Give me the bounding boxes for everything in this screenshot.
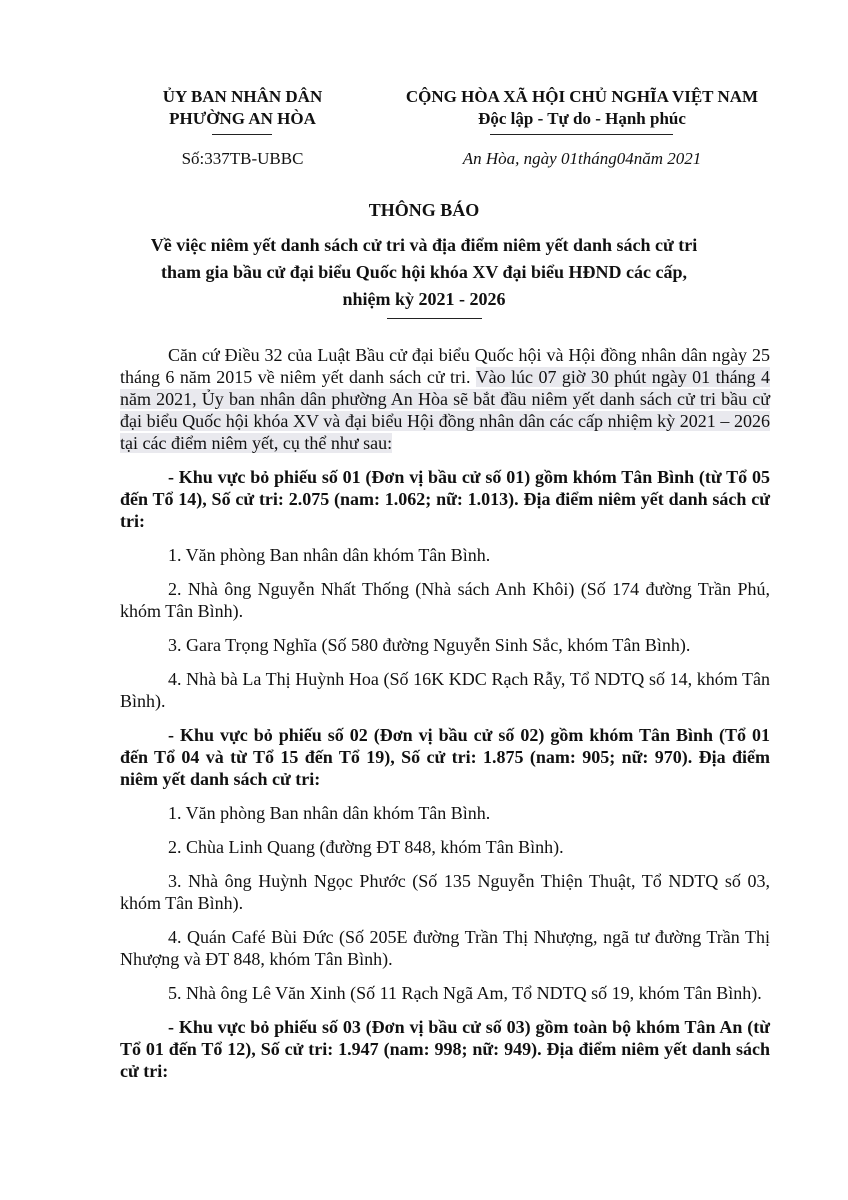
document-number: Số:337TB-UBBC [181,149,304,168]
list-item: 4. Quán Café Bùi Đức (Số 205E đường Trần Thị Nhượng, ngã tư đường Trần Thị Nhượng và ĐT 848, khóm Tân Bình). [120,927,770,969]
section-heading-3: - Khu vực bỏ phiếu số 03 (Đơn vị bầu cử số 03) gồm toàn bộ khóm Tân An (từ Tổ 01 đến Tổ 12), Số cử tri: 1.947 (nam: 998; nữ: 949). Địa điểm niêm yết danh sách cử tri: [120,1017,770,1081]
intro-paragraph [120,344,770,454]
issuing-org [130,86,355,130]
motto-underline [490,134,673,135]
subtitle-line-1: Về việc niêm yết danh sách cử tri và địa điểm niêm yết danh sách cử tri [150,235,698,255]
national-title [372,86,792,130]
nation-line-1: CỘNG HÒA XÃ HỘI CHỦ NGHĨA VIỆT NAM [405,87,759,106]
date-mid: tháng [577,149,617,168]
list-item: 2. Chùa Linh Quang (đường ĐT 848, khóm Tân Bình). [168,837,564,857]
subtitle-line-2: tham gia bầu cử đại biểu Quốc hội khóa XV đại biểu HĐND các cấp, [160,262,688,282]
list-item: 4. Nhà bà La Thị Huỳnh Hoa (Số 16K KDC Rạch Rẫy, Tổ NDTQ số 14, khóm Tân Bình). [120,669,770,711]
date-month: 04 [616,149,634,168]
subtitle-line-3: nhiệm kỳ 2021 - 2026 [342,289,506,309]
date-prefix: An Hòa, ngày [462,149,561,168]
list-item: 1. Văn phòng Ban nhân dân khóm Tân Bình. [168,545,491,565]
title-underline [387,318,482,319]
notice-title: THÔNG BÁO [368,200,480,220]
nation-line-2: Độc lập - Tự do - Hạnh phúc [478,109,686,128]
intro-text-1: Căn cứ Điều 32 của Luật Bầu cử đại biểu Quốc hội và Hội đồng nhân dân ngày 25 tháng 6 năm 2015 về niêm yết danh sách cử tri. [120,345,770,387]
list-item: 2. Nhà ông Nguyễn Nhất Thống (Nhà sách Anh Khôi) (Số 174 đường Trần Phú, khóm Tân Bình). [120,579,770,621]
org-underline [212,134,272,135]
date-suffix: năm 2021 [633,149,702,168]
intro-text-2: Vào lúc 07 giờ 30 phút ngày 01 tháng 4 năm 2021, Ủy ban nhân dân phường An Hòa sẽ bắt đầu niêm yết danh sách cử tri bầu cử đại biểu Quốc hội khóa XV và đại biểu Hội đồng nhân dân các cấp nhiệm kỳ 2021 – 2026 tại các điểm niêm yết, cụ thể như sau: [120,367,770,453]
notice-body [120,344,770,1082]
list-item: 1. Văn phòng Ban nhân dân khóm Tân Bình. [168,803,491,823]
org-line-2: PHƯỜNG AN HÒA [169,109,316,128]
section-heading-1: - Khu vực bỏ phiếu số 01 (Đơn vị bầu cử số 01) gồm khóm Tân Bình (từ Tổ 05 đến Tổ 14), Số cử tri: 2.075 (nam: 1.062; nữ: 1.013). Địa điểm niêm yết danh sách cử tri: [120,467,770,531]
date-day: 01 [560,149,578,168]
section-heading-2: - Khu vực bỏ phiếu số 02 (Đơn vị bầu cử số 02) gồm khóm Tân Bình (Tổ 01 đến Tổ 04 và từ Tổ 15 đến Tổ 19), Số cử tri: 1.875 (nam: 905; nữ: 970). Địa điểm niêm yết danh sách cử tri: [120,725,770,789]
org-line-1: ỦY BAN NHÂN DÂN [162,87,323,106]
document-date [372,148,792,170]
notice-subtitle [60,232,788,313]
list-item: 3. Gara Trọng Nghĩa (Số 580 đường Nguyễn Sinh Sắc, khóm Tân Bình). [168,635,691,655]
list-item: 5. Nhà ông Lê Văn Xinh (Số 11 Rạch Ngã Am, Tổ NDTQ số 19, khóm Tân Bình). [168,983,762,1003]
list-item: 3. Nhà ông Huỳnh Ngọc Phước (Số 135 Nguyễn Thiện Thuật, Tổ NDTQ số 03, khóm Tân Bình). [120,871,770,913]
